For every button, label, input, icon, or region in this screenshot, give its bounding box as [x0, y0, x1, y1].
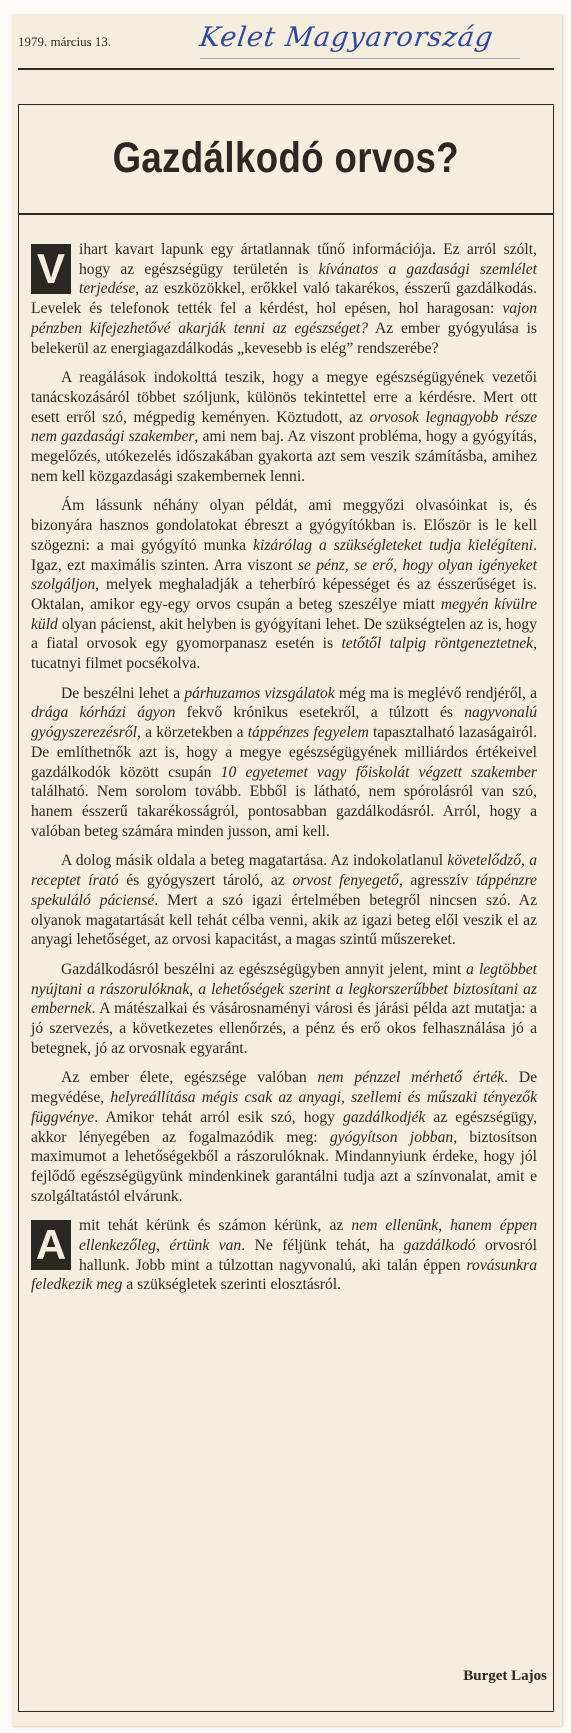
text: mit tehát kérünk és számon kérünk, az: [79, 1217, 352, 1235]
text: A dolog másik oldala a beteg magatartása. Az indokolatlanul: [61, 852, 448, 870]
text: található. Nem sorolom tovább. Ebből is látható, nem spórolásról van szó, hanem ésszerű takarékosságról, pontosabban gazdálkodásról. Arról, hogy a valóban beteg számára minden jusson, ami kell.: [31, 783, 537, 840]
text: . De megvédése,: [31, 1069, 538, 1107]
author-byline: Burget Lajos: [463, 1668, 547, 1684]
emphasis: táppénzre spekuláló páciensé: [31, 872, 537, 909]
text: Gazdálkodásról beszélni az egészségügyben annyit jelent, mint: [61, 960, 467, 978]
emphasis: a legtöbbet nyújtani a rászorulóknak, a lehetőségek szerint a legkorszerűbbet biztosítani az embernek: [31, 960, 537, 1018]
emphasis: megyén kívülre küld: [31, 595, 537, 633]
emphasis: rovásunkra feledkezik meg: [31, 1256, 537, 1294]
emphasis: gyógyítson jobban: [329, 1128, 454, 1146]
emphasis: drága kórházi ágyon: [31, 704, 176, 722]
text: orvosról hallunk. Jobb mint a túlzottan nagyvonalú, aki talán éppen: [79, 1237, 537, 1274]
emphasis: vajon pénzben kifejezhetővé akarják tenni az egészséget?: [31, 300, 537, 337]
emphasis: kizárólag a szükségleteket tudja kielégíteni: [253, 536, 534, 554]
emphasis: orvost fenyegető: [292, 872, 399, 890]
text: és gyógyszert tároló, az: [118, 872, 293, 890]
drop-cap-v: V: [31, 244, 71, 294]
emphasis: táppénzes fegyelem: [247, 724, 369, 742]
emphasis: nem pénzzel mérhető érték: [317, 1069, 505, 1087]
emphasis: se pénz, se erő, hogy olyan igényeket szolgáljon: [31, 556, 537, 594]
text: Az ember gyógyulása is belekerül az energiagazdálkodás „kevesebb is elég” rendszerébe?: [31, 319, 537, 357]
emphasis: nem ellenünk, hanem éppen ellenkezőleg, értünk van: [79, 1217, 538, 1255]
text: , melyek meghaladják a teherbíró képességet és az ésszerűséget is. Oktalan, amikor egy-egy orvos csupán a beteg szeszélye miatt: [31, 576, 537, 613]
paragraph-4: [31, 684, 537, 842]
text: , a körzetekben a: [136, 724, 248, 742]
title-box: [18, 104, 554, 215]
emphasis: tetőtől talpig röntgeneztetnek: [341, 635, 534, 653]
paragraph-1: [31, 240, 537, 358]
text: olyan pácienst, akit helyben is gyógyítani lehet. De szükségtelen az is, hogy a fiatal orvosok egy gyomorpanasz esetén is: [31, 615, 537, 653]
headline: Gazdálkodó orvos?: [112, 134, 460, 182]
text: Az ember élete, egészsége valóban: [61, 1069, 318, 1087]
text: , tucatnyi filmet pocsékolva.: [31, 635, 537, 673]
emphasis: párhuzamos vizsgálatok: [184, 684, 335, 702]
paragraph-6: [31, 960, 537, 1059]
text: , agresszív: [398, 872, 477, 890]
header-rule: [18, 68, 554, 70]
paragraph-8: [31, 1216, 537, 1295]
emphasis: követelődző, a receptet írató: [31, 852, 538, 890]
emphasis: kívánatos a gazdasági szemlélet terjedése: [79, 260, 537, 298]
text: A reagálások indokolttá teszik, hogy a megye egészségügyének vezetői tanácskozásáról többet szóljunk, különös tekintettel erre a kérdésre. Mert ott esett erről szó, mégpedig keményen. Köztudott, az: [31, 369, 537, 426]
drop-cap-a: A: [31, 1220, 71, 1270]
text: még ma is meglévő rendjéről, a: [334, 684, 538, 702]
emphasis: 10 egyetemet vagy főiskolát végzett szakember: [220, 763, 537, 781]
paragraph-7: [31, 1068, 537, 1206]
emphasis: gazdálkodjék: [343, 1108, 426, 1126]
text: , biztosítson maximumot a lehetőségekből a rászorulóknak. Mindannyiunk érdeke, hogy jól fejlődő egészségügyünk mindenkinek garantálni tudja azt a színvonalat, amit e szolgáltatástól elvárunk.: [31, 1128, 537, 1205]
emphasis: gazdálkodó: [403, 1237, 476, 1255]
text: , ami nem baj. Az viszont probléma, hogy a gyógyítás, megelőzés, utókezelés időszakában gyakorta azt sem veszik számításba, amihez nem kell közgazdasági szakembernek lenni.: [31, 428, 537, 485]
text: Ám lássunk néhány olyan példát, ami meggyőzi olvasóinkat is, és bizonyára hasznos gondolatokat ébreszt a gyógyítókban is. Először is le kell szögezni: a mai gyógyító munka: [31, 497, 537, 554]
text: ihart kavart lapunk egy ártatlannak tűnő információja. Ez arról szólt, hogy az egészségügy területén is: [79, 241, 537, 278]
paragraph-2: [31, 368, 537, 486]
handwritten-source-note: Kelet Magyarország: [197, 22, 496, 53]
text: . Amikor tehát arról esik szó, hogy: [94, 1108, 344, 1126]
text: . A mátészalkai és vásárosnaményi városi és járási példa azt mutatja: a jó szervezés, a következetes ellenőrzés, a pénz és erő okos felhasználása jó a betegnek, jó az orvosnak egyaránt.: [31, 1000, 537, 1057]
handwriting-underline: [200, 58, 520, 59]
text: , az eszközökkel, erőkkel való takarékos, ésszerű gazdálkodás. Levelek és telefonok tették fel a kérdést, hol epésen, hol haragosan:: [31, 280, 537, 318]
text: az egészségügy, akkor lényegében az fogalmazódik meg:: [31, 1108, 537, 1146]
paragraph-5: [31, 851, 537, 950]
paragraph-3: [31, 496, 537, 673]
emphasis: nagyvonalú gyógyszerezésről: [31, 704, 537, 742]
article-body: [31, 240, 537, 1305]
text: a szükségletek szerinti elosztásról.: [122, 1276, 342, 1294]
text: . Igaz, ezt maximális szinten. Arra viszont: [31, 536, 538, 574]
emphasis: orvosok legnagyobb része nem gazdasági szakember: [31, 408, 537, 446]
text: . Mert a szó igazi értelmében betegről nincsen szó. Az olyanok magatartását kell tehát célba venni, akik az igazi beteg elől veszik el az anyagi lehetőséget, az orvosi kapacitást, a magas szintű műszereket.: [31, 891, 537, 949]
text: . Ne féljünk tehát, ha: [241, 1237, 404, 1255]
emphasis: helyreállítása mégis csak az anyagi, szellemi és műszaki tényezők függvénye: [31, 1089, 537, 1126]
text: tapasztalható lazaságairól. De említhetnők azt is, hogy a megye egészségügyének milliárdos értékeivel gazdálkodók között csupán: [31, 724, 538, 781]
dateline: 1979. március 13.: [18, 34, 112, 49]
text: fekvő krónikus esetekről, a túlzott és: [175, 704, 465, 722]
text: De beszélni lehet a: [61, 684, 185, 702]
